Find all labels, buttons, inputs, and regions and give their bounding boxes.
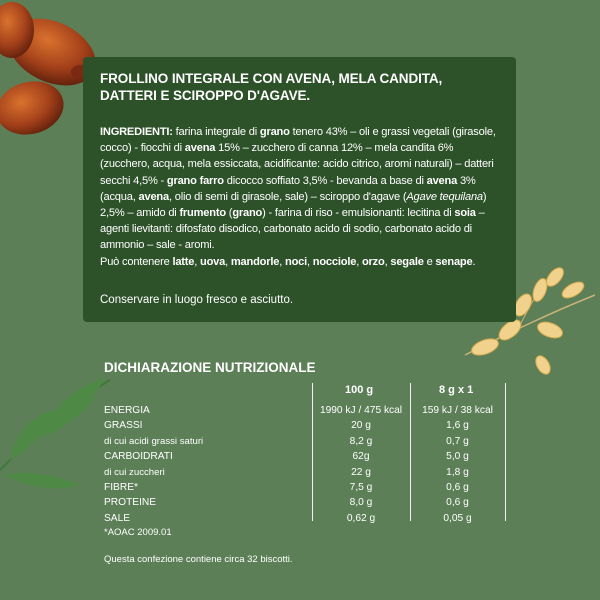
nutrition-value-portion: 1,8 g bbox=[446, 466, 469, 478]
allergen-text: orzo bbox=[361, 255, 385, 268]
allergen-text: uova bbox=[200, 255, 226, 268]
allergen-text: soia bbox=[454, 207, 476, 220]
storage-instructions: Conservare in luogo fresco e asciutto. bbox=[100, 294, 294, 306]
ingredients-text bbox=[100, 124, 505, 270]
nutrition-title: DICHIARAZIONE NUTRIZIONALE bbox=[104, 360, 316, 375]
nutrition-value-portion: 0,6 g bbox=[446, 497, 469, 509]
nutrition-row-label: FIBRE* bbox=[104, 482, 138, 493]
product-title bbox=[100, 70, 500, 104]
ingredients-label: INGREDIENTI: bbox=[100, 126, 173, 138]
nutrition-row-label: CARBOIDRATI bbox=[104, 451, 173, 463]
ingredients-list bbox=[100, 124, 505, 254]
nutrition-value-portion: 5,0 g bbox=[446, 451, 469, 463]
allergen-text: nocciole bbox=[312, 255, 357, 268]
allergen-text: grano farro bbox=[166, 174, 224, 187]
package-note: Questa confezione contiene circa 32 biscotti. bbox=[104, 554, 293, 565]
allergen-text: frumento bbox=[179, 207, 226, 220]
nutrition-value-100g: 7,5 g bbox=[349, 482, 373, 493]
nutrition-value-100g: 8,2 g bbox=[349, 435, 373, 447]
allergen-text: avena bbox=[184, 142, 216, 155]
nutrition-value-portion: 159 kJ / 38 kcal bbox=[422, 405, 493, 416]
nutrition-value-100g: 0,62 g bbox=[346, 512, 376, 524]
allergen-text: segale bbox=[390, 255, 424, 268]
nutrition-value-portion: 0,6 g bbox=[446, 482, 469, 493]
column-header-portion: 8 g x 1 bbox=[439, 384, 474, 396]
allergen-text: grano bbox=[232, 207, 263, 220]
nutrition-value-100g: 1990 kJ / 475 kcal bbox=[319, 405, 403, 416]
ingredient-text: dicocco soffiato 3,5% - bevanda a base di bbox=[223, 174, 427, 187]
ingredient-text: , bbox=[307, 255, 313, 268]
ingredient-text: 15% – zucchero di canna 12% – mela candita 6% (zucchero, acqua, mela essiccata, acidificante: acido citrico, aromi naturali) – datteri secchi 4,5% - bbox=[100, 142, 494, 187]
ingredient-text: , bbox=[194, 255, 201, 268]
nutrition-row-label: GRASSI bbox=[104, 420, 143, 432]
nutrition-row-label: di cui zuccheri bbox=[104, 466, 165, 478]
column-header-100g: 100 g bbox=[345, 384, 374, 396]
allergen-text: mandorle bbox=[230, 255, 280, 268]
nutrition-value-portion: 0,05 g bbox=[443, 512, 472, 524]
allergen-text: avena bbox=[138, 190, 169, 203]
ingredient-text: ) 2,5% – amido di bbox=[100, 190, 487, 220]
fibre-footnote: *AOAC 2009.01 bbox=[104, 527, 172, 538]
nutrition-row-label: di cui acidi grassi saturi bbox=[104, 435, 204, 447]
ingredient-text: – agenti lievitanti: difosfato disodico, carbonato acido di sodio, carbonato acido di ammonio – sale - aromi. bbox=[100, 207, 485, 252]
nutrition-value-portion: 1,6 g bbox=[446, 420, 469, 432]
product-title-line-2: DATTERI E SCIROPPO D'AGAVE. bbox=[100, 88, 311, 103]
allergen-text: noci bbox=[285, 255, 308, 268]
nutrition-value-100g: 62g bbox=[352, 451, 370, 463]
column-divider bbox=[505, 383, 506, 521]
may-contain-text bbox=[100, 254, 505, 270]
nutrition-value-100g: 20 g bbox=[351, 420, 371, 432]
nutrition-value-100g: 22 g bbox=[351, 466, 371, 478]
ingredient-text: tenero 43% – oli e grassi vegetali (girasole, cocco) - fiocchi di bbox=[100, 126, 496, 155]
ingredient-text: Può contenere bbox=[100, 255, 173, 268]
ingredient-text: , bbox=[356, 255, 362, 268]
allergen-text: grano bbox=[259, 126, 290, 138]
nutrition-value-portion: 0,7 g bbox=[446, 435, 469, 447]
ingredient-text: e bbox=[423, 255, 436, 268]
nutrition-row-label: ENERGIA bbox=[104, 405, 150, 416]
ingredient-text: ) - farina di riso - emulsionanti: lecitina di bbox=[262, 207, 455, 220]
allergen-text: senape bbox=[435, 255, 473, 268]
ingredient-text: Agave tequilana bbox=[406, 190, 483, 203]
ingredient-text: ( bbox=[225, 207, 233, 220]
ingredient-text: farina integrale di bbox=[172, 126, 260, 138]
allergen-text: latte bbox=[172, 255, 195, 268]
ingredient-text: , bbox=[225, 255, 231, 268]
ingredient-text: , olio di semi di girasole, sale) – sciroppo d'agave ( bbox=[168, 190, 407, 203]
nutrition-row-label: PROTEINE bbox=[104, 497, 157, 509]
ingredient-text: , bbox=[279, 255, 285, 268]
product-title-line-1: FROLLINO INTEGRALE CON AVENA, MELA CANDITA, bbox=[100, 71, 443, 86]
ingredient-text: . bbox=[472, 255, 476, 268]
nutrition-value-100g: 8,0 g bbox=[349, 497, 373, 509]
ingredient-text: , bbox=[384, 255, 391, 268]
nutrition-row-label: SALE bbox=[104, 512, 131, 524]
ingredient-text: 3% (acqua, bbox=[100, 174, 476, 203]
leaves-illustration bbox=[0, 360, 115, 500]
allergen-text: avena bbox=[426, 174, 458, 187]
